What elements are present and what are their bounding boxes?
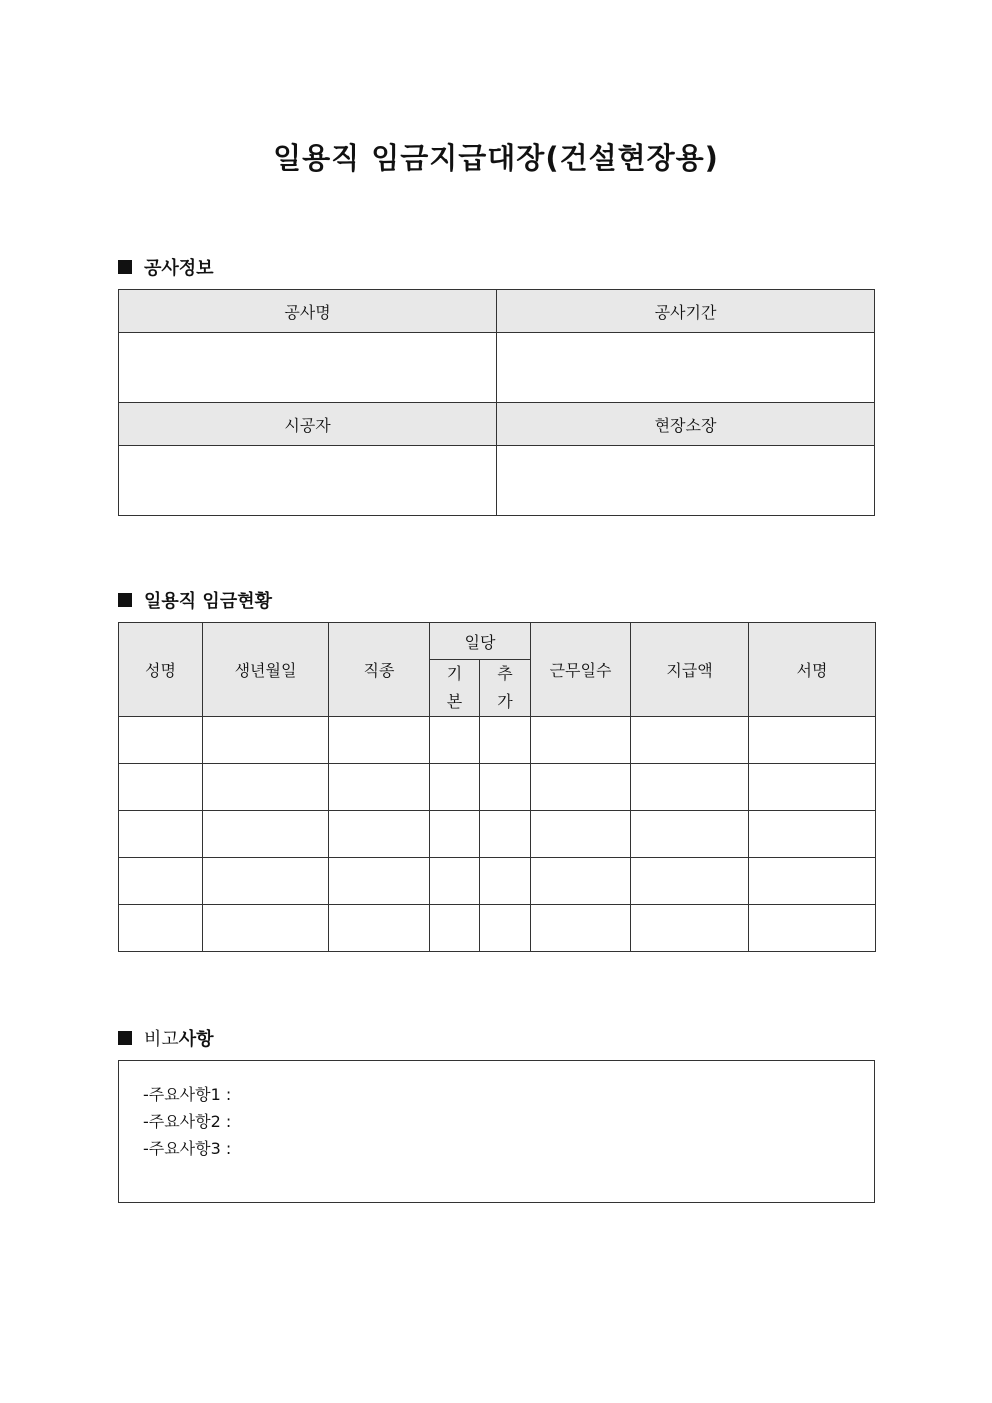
cell[interactable] (119, 858, 203, 905)
header-name: 성명 (119, 623, 203, 717)
cell[interactable] (430, 717, 480, 764)
cell[interactable] (631, 858, 749, 905)
cell[interactable] (430, 764, 480, 811)
cell[interactable] (480, 905, 531, 952)
label-site-manager: 현장소장 (497, 403, 875, 446)
cell[interactable] (119, 905, 203, 952)
header-extra (480, 660, 531, 717)
header-extra-char2: 가 (497, 692, 513, 711)
section-title: 일용직 임금현황 (144, 591, 272, 612)
header-basic (430, 660, 480, 717)
cell[interactable] (531, 858, 631, 905)
cell[interactable] (430, 811, 480, 858)
cell[interactable] (203, 905, 329, 952)
remark-item: -주요사항1 : (143, 1085, 232, 1104)
field-contractor[interactable] (119, 446, 497, 516)
square-bullet-icon (118, 593, 132, 607)
cell[interactable] (631, 905, 749, 952)
project-info-table (118, 289, 875, 516)
cell[interactable] (203, 811, 329, 858)
cell[interactable] (119, 717, 203, 764)
document-title: 일용직 임금지급대장(건설현장용) (273, 141, 719, 175)
cell[interactable] (329, 811, 430, 858)
cell[interactable] (480, 811, 531, 858)
cell[interactable] (119, 764, 203, 811)
section-title-light: 비고 (144, 1029, 179, 1050)
label-period: 공사기간 (497, 290, 875, 333)
header-job: 직종 (329, 623, 430, 717)
cell[interactable] (749, 811, 876, 858)
table-row (119, 717, 876, 764)
table-row (119, 905, 876, 952)
cell[interactable] (203, 717, 329, 764)
section-heading-wages (118, 587, 272, 613)
remark-item: -주요사항2 : (143, 1112, 232, 1131)
cell[interactable] (480, 717, 531, 764)
cell[interactable] (329, 905, 430, 952)
header-basic-char2: 본 (446, 692, 463, 711)
cell[interactable] (203, 764, 329, 811)
cell[interactable] (329, 764, 430, 811)
header-days: 근무일수 (531, 623, 631, 717)
table-row (119, 811, 876, 858)
header-sign: 서명 (749, 623, 876, 717)
cell[interactable] (631, 764, 749, 811)
square-bullet-icon (118, 260, 132, 274)
cell[interactable] (749, 764, 876, 811)
cell[interactable] (329, 858, 430, 905)
cell[interactable] (480, 764, 531, 811)
section-heading-remarks (118, 1025, 214, 1051)
remarks-list (143, 1081, 231, 1162)
cell[interactable] (631, 811, 749, 858)
table-row (119, 858, 876, 905)
field-site-manager[interactable] (497, 446, 875, 516)
header-extra-char1: 추 (497, 664, 513, 683)
cell[interactable] (531, 717, 631, 764)
header-basic-char1: 기 (446, 664, 463, 683)
cell[interactable] (203, 858, 329, 905)
label-project-name: 공사명 (119, 290, 497, 333)
section-title: 공사정보 (144, 258, 214, 279)
cell[interactable] (531, 905, 631, 952)
field-period[interactable] (497, 333, 875, 403)
label-contractor: 시공자 (119, 403, 497, 446)
header-amount: 지급액 (631, 623, 749, 717)
field-project-name[interactable] (119, 333, 497, 403)
cell[interactable] (631, 717, 749, 764)
table-row (119, 764, 876, 811)
remarks-box[interactable] (118, 1060, 875, 1203)
cell[interactable] (749, 858, 876, 905)
section-heading-info (118, 254, 214, 280)
square-bullet-icon (118, 1031, 132, 1045)
cell[interactable] (531, 764, 631, 811)
cell[interactable] (430, 858, 480, 905)
header-daily: 일당 (430, 623, 531, 660)
cell[interactable] (480, 858, 531, 905)
cell[interactable] (329, 717, 430, 764)
header-birth: 생년월일 (203, 623, 329, 717)
cell[interactable] (531, 811, 631, 858)
section-title-bold: 사항 (178, 1029, 214, 1050)
cell[interactable] (749, 717, 876, 764)
cell[interactable] (119, 811, 203, 858)
wage-table (118, 622, 876, 952)
remark-item: -주요사항3 : (143, 1139, 232, 1158)
cell[interactable] (430, 905, 480, 952)
cell[interactable] (749, 905, 876, 952)
